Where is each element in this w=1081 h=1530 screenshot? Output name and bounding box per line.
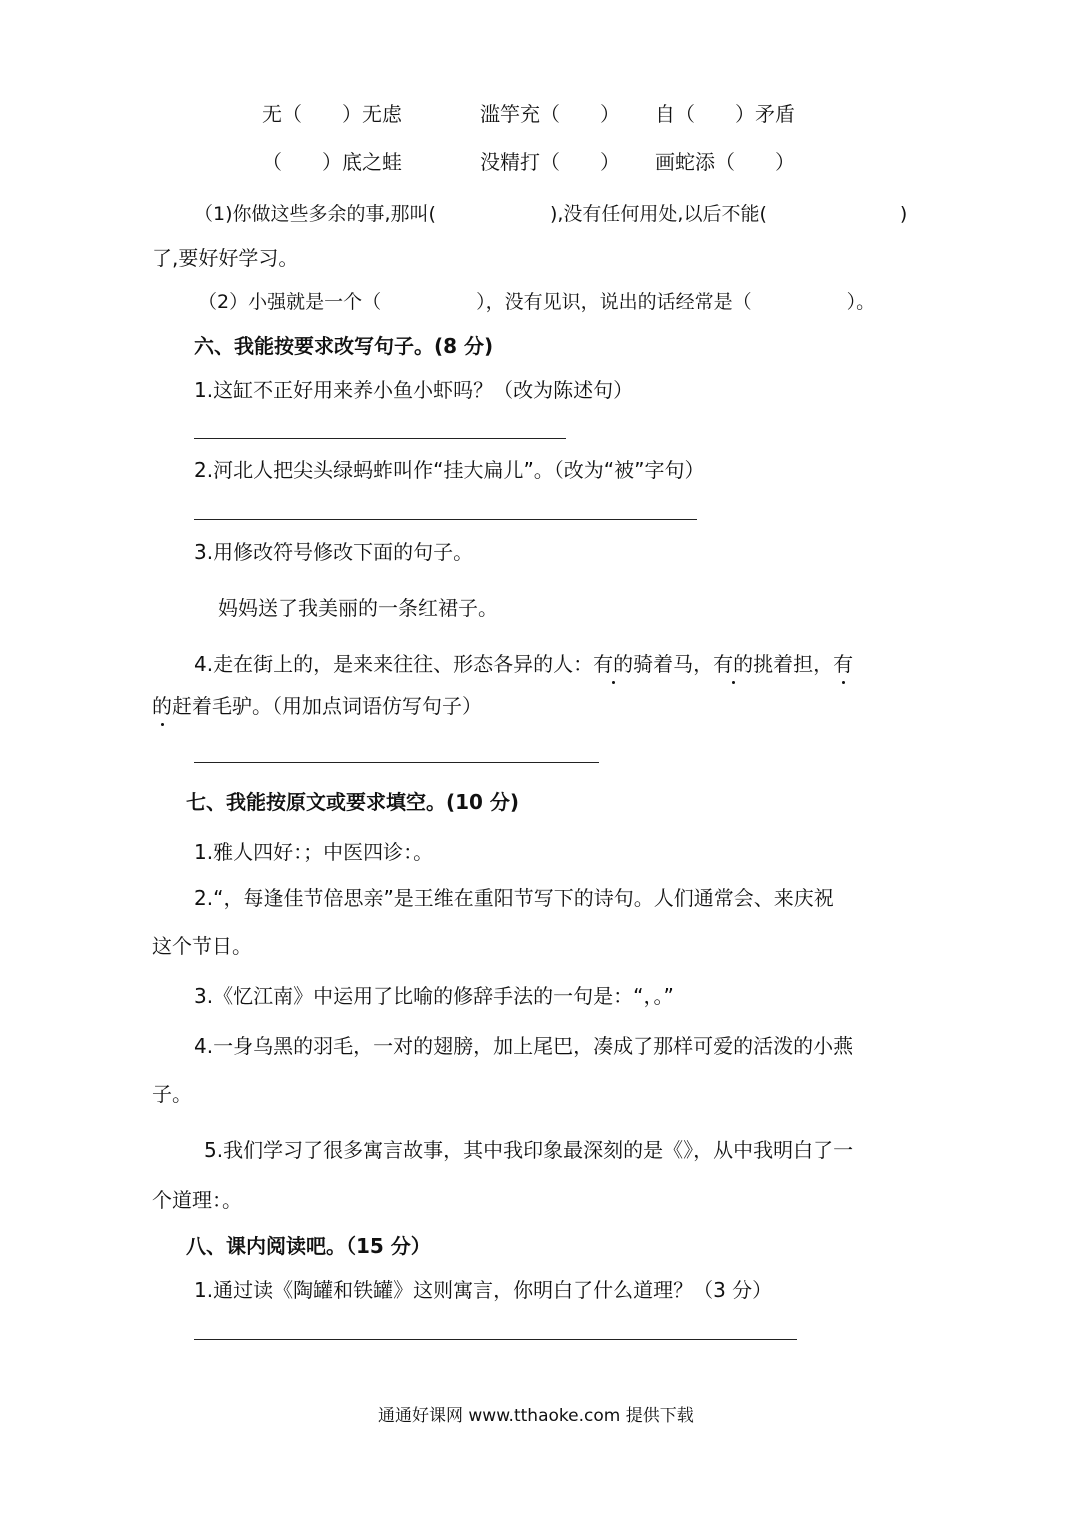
footer-source: 通通好课网 www.tthaoke.com 提供下载: [378, 1406, 694, 1426]
s7-q2-line1: 2.“，每逢佳节倍思亲”是王维在重阳节写下的诗句。人们通常会、来庆祝: [194, 886, 834, 910]
section-8-heading: 八、课内阅读吧。（15 分）: [186, 1234, 431, 1258]
s7-q2-line2: 这个节日。: [152, 934, 252, 958]
s7-q3: 3.《忆江南》中运用了比喻的修辞手法的一句是：“，。”: [194, 984, 674, 1008]
s6-q1-answer-line[interactable]: [194, 438, 566, 439]
s6-q2: 2.河北人把尖头绿蚂蚱叫作“挂大扁儿”。（改为“被”字句）: [194, 458, 705, 482]
s6-q4-answer-line[interactable]: [194, 762, 599, 763]
s6-q3-sentence: 妈妈送了我美丽的一条红裙子。: [218, 596, 498, 620]
s6-q1: 1.这缸不正好用来养小鱼小虾吗？（改为陈述句）: [194, 378, 634, 402]
idiom-5: 没精打（ ）: [480, 150, 620, 174]
section-6-heading: 六、我能按要求改写句子。(8 分): [194, 334, 494, 358]
s7-q5-line1: 5.我们学习了很多寓言故事，其中我印象最深刻的是《》，从中我明白了一: [204, 1138, 854, 1162]
emphasis-youde-1: 有的: [593, 652, 634, 676]
s7-q4-line1: 4.一身乌黑的羽毛，一对的翅膀，加上尾巴，凑成了那样可爱的活泼的小燕: [194, 1034, 854, 1058]
s7-q5-line2: 个道理：。: [152, 1188, 242, 1212]
s6-q3: 3.用修改符号修改下面的句子。: [194, 540, 474, 564]
fill-q1-line2: 了,要好好学习。: [152, 246, 299, 270]
idiom-3: 自（ ）矛盾: [655, 102, 795, 126]
s7-q1: 1.雅人四好：；中医四诊：。: [194, 840, 434, 864]
idiom-2: 滥竽充（ ）: [480, 102, 620, 126]
s6-q4-text-a: 4.走在街上的，是来来往往、形态各异的人：: [194, 652, 594, 676]
idiom-6: 画蛇添（ ）: [655, 150, 795, 174]
s8-q1: 1.通过读《陶罐和铁罐》这则寓言，你明白了什么道理？（3 分）: [194, 1278, 773, 1302]
idiom-1: 无（ ）无虑: [262, 102, 402, 126]
s6-q4-text-d: 挑着担，: [753, 652, 834, 676]
idiom-4: （ ）底之蛙: [262, 150, 402, 174]
emphasis-youde-2: 有的: [713, 652, 754, 676]
fill-q2: （2）小强就是一个（ ），没有见识，说出的话经常是（ ）。: [198, 291, 876, 313]
emphasis-de-3: 的: [152, 694, 172, 718]
s6-q4-line1: [194, 652, 853, 676]
emphasis-you-3: 有: [833, 652, 854, 676]
s6-q2-answer-line[interactable]: [194, 519, 697, 520]
s6-q4-text-c: 骑着马，: [633, 652, 714, 676]
s6-q4-text-g: 赶着毛驴。（用加点词语仿写句子）: [172, 694, 482, 718]
s7-q4-line2: 子。: [152, 1082, 192, 1106]
s6-q4-line2: [152, 694, 482, 718]
section-7-heading: 七、我能按原文或要求填空。(10 分): [186, 790, 520, 814]
s8-q1-answer-line[interactable]: [194, 1339, 797, 1340]
fill-q1-line1: （1)你做这些多余的事,那叫( ),没有任何用处,以后不能( ): [194, 203, 908, 225]
